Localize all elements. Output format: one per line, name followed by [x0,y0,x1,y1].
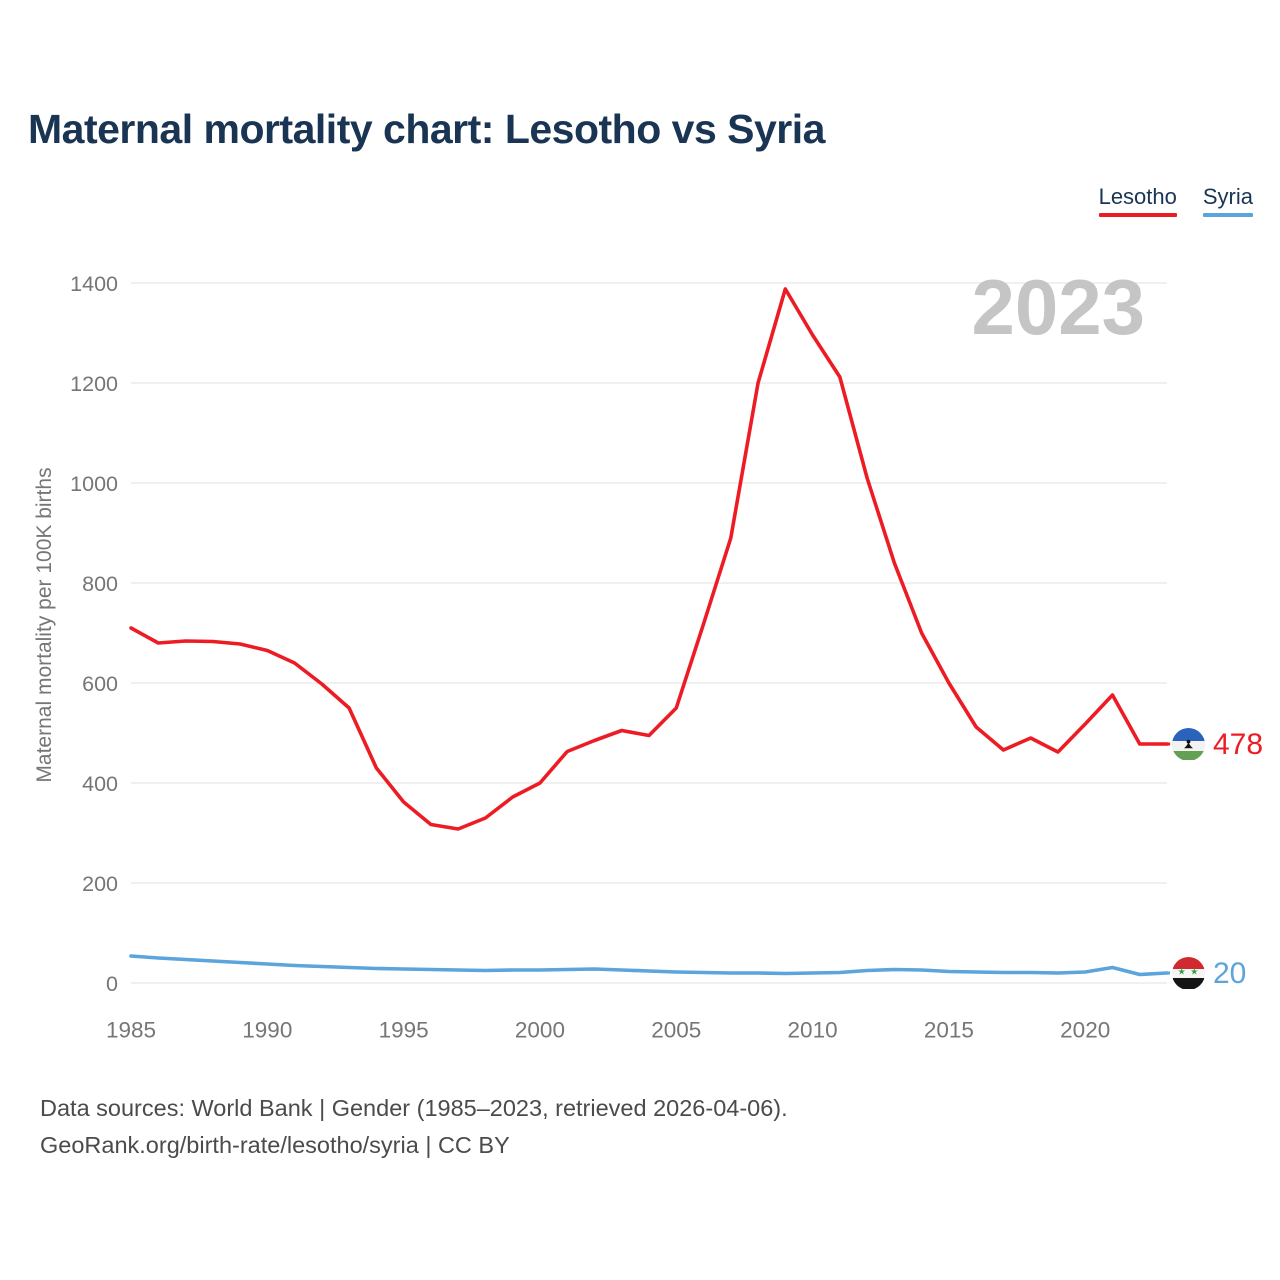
svg-text:200: 200 [82,872,118,896]
svg-text:1995: 1995 [378,1017,429,1043]
svg-text:2000: 2000 [514,1017,565,1043]
syria-stars-icon: ★ ★ [1177,966,1200,977]
svg-text:1000: 1000 [70,472,118,496]
syria-flag-icon [1172,957,1205,990]
svg-text:1400: 1400 [70,272,118,296]
lesotho-flag-icon [1172,728,1205,761]
svg-text:1985: 1985 [105,1017,157,1043]
legend-label-syria: Syria [1202,184,1253,209]
svg-text:2010: 2010 [787,1017,838,1043]
svg-text:1200: 1200 [70,372,118,396]
mokorotlo-hat-icon [1172,728,1205,761]
svg-text:1990: 1990 [242,1017,293,1043]
svg-text:400: 400 [82,772,118,796]
svg-text:800: 800 [82,572,118,596]
svg-text:0: 0 [106,972,118,996]
page-title: Maternal mortality chart: Lesotho vs Syria [28,106,825,152]
svg-text:2005: 2005 [651,1017,702,1043]
y-axis-title: Maternal mortality per 100K births [33,467,56,783]
svg-text:2015: 2015 [923,1017,974,1043]
svg-text:600: 600 [82,672,118,696]
footer-attribution-line: GeoRank.org/birth-rate/lesotho/syria | CC BY [40,1132,510,1158]
footer-sources-line: Data sources: World Bank | Gender (1985–2023, retrieved 2026-04-06). [40,1095,788,1121]
syria-end-value: 20 [1213,956,1247,990]
lesotho-end-value: 478 [1213,727,1264,761]
year-watermark: 2023 [971,263,1145,351]
svg-text:2020: 2020 [1060,1017,1111,1043]
legend-label-lesotho: Lesotho [1098,184,1177,209]
